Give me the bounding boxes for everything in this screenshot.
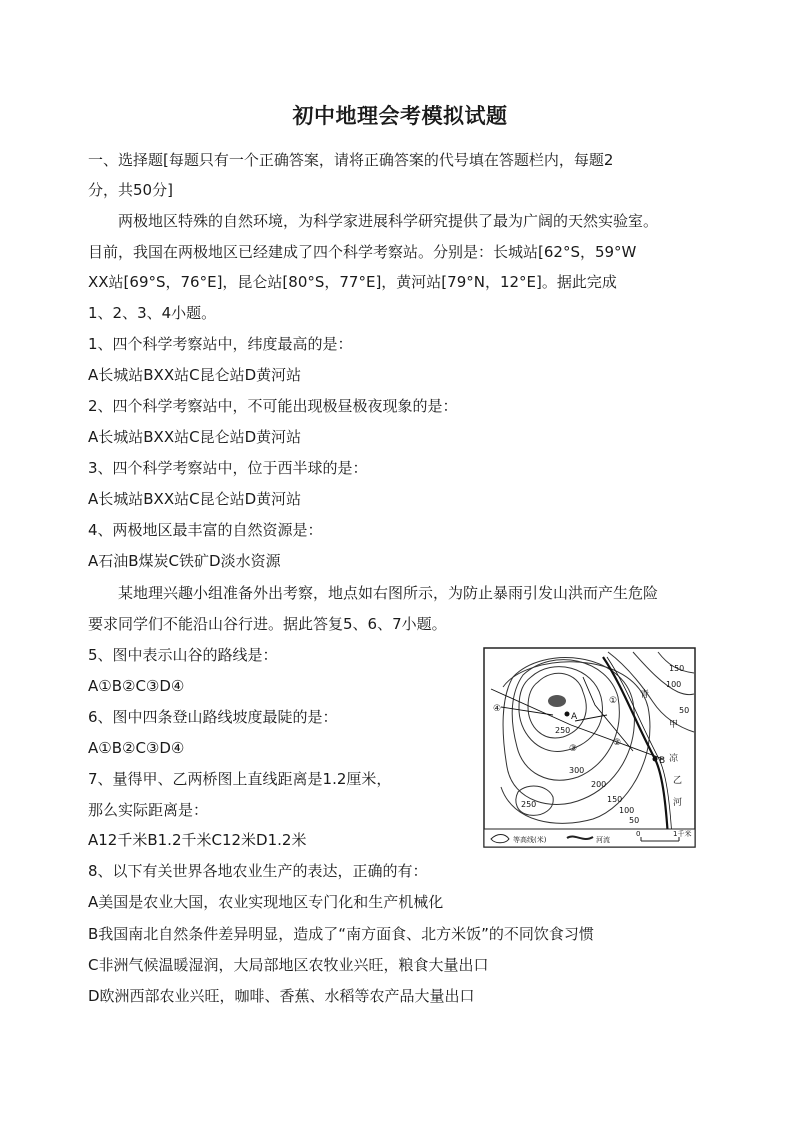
legend-river-label: 河流 bbox=[596, 836, 610, 844]
legend-scale-zero: 0 bbox=[636, 830, 641, 838]
contour-map-figure bbox=[483, 647, 696, 848]
route-label: ③ bbox=[569, 744, 578, 754]
bridge-yi-label: 乙 bbox=[673, 776, 683, 786]
question-8: 8、以下有关世界各地农业生产的表达，正确的有： bbox=[88, 862, 428, 880]
legend-scale-unit: 1千米 bbox=[673, 830, 692, 838]
passage-line: 某地理兴趣小组准备外出考察，地点如右图所示，为防止暴雨引发山洪而产生危险 bbox=[118, 584, 659, 602]
river-label: 青 bbox=[640, 690, 650, 700]
question-1-options: A长城站BXX站C昆仑站D黄河站 bbox=[88, 366, 302, 384]
question-4-options: A石油B煤炭C铁矿D淡水资源 bbox=[88, 552, 281, 570]
passage-line: XX站[69°S，76°E]，昆仑站[80°S，77°E]，黄河站[79°N，12°E]。据此完成 bbox=[88, 273, 617, 291]
contour-label: 300 bbox=[569, 766, 585, 775]
question-5: 5、图中表示山谷的路线是： bbox=[88, 646, 278, 664]
question-8-option-d: D欧洲西部农业兴旺，咖啡、香蕉、水稻等农产品大量出口 bbox=[88, 987, 475, 1005]
route-label: ① bbox=[609, 696, 618, 706]
passage-line: 1、2、3、4小题。 bbox=[88, 304, 217, 322]
section-heading-line-2: 分，共50分] bbox=[88, 181, 173, 199]
point-a-label: A bbox=[571, 712, 578, 722]
contour-label: 50 bbox=[679, 706, 690, 715]
route-label: ④ bbox=[493, 704, 502, 714]
question-1: 1、四个科学考察站中，纬度最高的是： bbox=[88, 335, 353, 353]
bridge-jia-label: 甲 bbox=[669, 720, 679, 730]
contour-label: 100 bbox=[666, 680, 682, 689]
river-label: 凉 bbox=[669, 754, 679, 764]
question-2: 2、四个科学考察站中，不可能出现极昼极夜现象的是： bbox=[88, 397, 458, 415]
contour-label: 100 bbox=[619, 806, 635, 815]
route-label: ② bbox=[613, 738, 622, 748]
question-3-options: A长城站BXX站C昆仑站D黄河站 bbox=[88, 490, 302, 508]
contour-label: 150 bbox=[607, 795, 623, 804]
question-7-options: A12千米B1.2千米C12米D1.2米 bbox=[88, 831, 307, 849]
question-8-option-a: A美国是农业大国，农业实现地区专门化和生产机械化 bbox=[88, 893, 444, 911]
question-8-option-c: C非洲气候温暖湿润，大局部地区农牧业兴旺，粮食大量出口 bbox=[88, 956, 489, 974]
contour-label: 200 bbox=[591, 780, 607, 789]
passage-line: 两极地区特殊的自然环境，为科学家进展科学研究提供了最为广阔的天然实验室。 bbox=[118, 212, 659, 230]
page-title: 初中地理会考模拟试题 bbox=[292, 104, 508, 128]
question-4: 4、两极地区最丰富的自然资源是： bbox=[88, 521, 323, 539]
passage-line: 目前，我国在两极地区已经建成了四个科学考察站。分别是：长城站[62°S，59°W bbox=[88, 243, 637, 261]
question-6: 6、图中四条登山路线坡度最陡的是： bbox=[88, 708, 338, 726]
section-heading-line-1: 一、选择题[每题只有一个正确答案，请将正确答案的代号填在答题栏内，每题2 bbox=[88, 151, 614, 169]
question-5-options: A①B②C③D④ bbox=[88, 677, 185, 695]
legend-contour-label: 等高线(米) bbox=[513, 836, 547, 844]
question-2-options: A长城站BXX站C昆仑站D黄河站 bbox=[88, 428, 302, 446]
question-8-option-b: B我国南北自然条件差异明显，造成了“南方面食、北方米饭”的不同饮食习惯 bbox=[88, 925, 594, 943]
question-6-options: A①B②C③D④ bbox=[88, 739, 185, 757]
contour-label: 250 bbox=[555, 726, 571, 735]
river-label: 河 bbox=[673, 798, 683, 808]
passage-line: 要求同学们不能沿山谷行进。据此答复5、6、7小题。 bbox=[88, 615, 447, 633]
question-7: 7、量得甲、乙两桥图上直线距离是1.2厘米， bbox=[88, 770, 392, 788]
question-7-continued: 那么实际距离是： bbox=[88, 801, 209, 819]
point-b-label: B bbox=[659, 756, 666, 766]
contour-label: 150 bbox=[669, 664, 685, 673]
contour-label: 250 bbox=[521, 800, 537, 809]
contour-label: 50 bbox=[629, 816, 640, 825]
question-3: 3、四个科学考察站中，位于西半球的是： bbox=[88, 459, 368, 477]
